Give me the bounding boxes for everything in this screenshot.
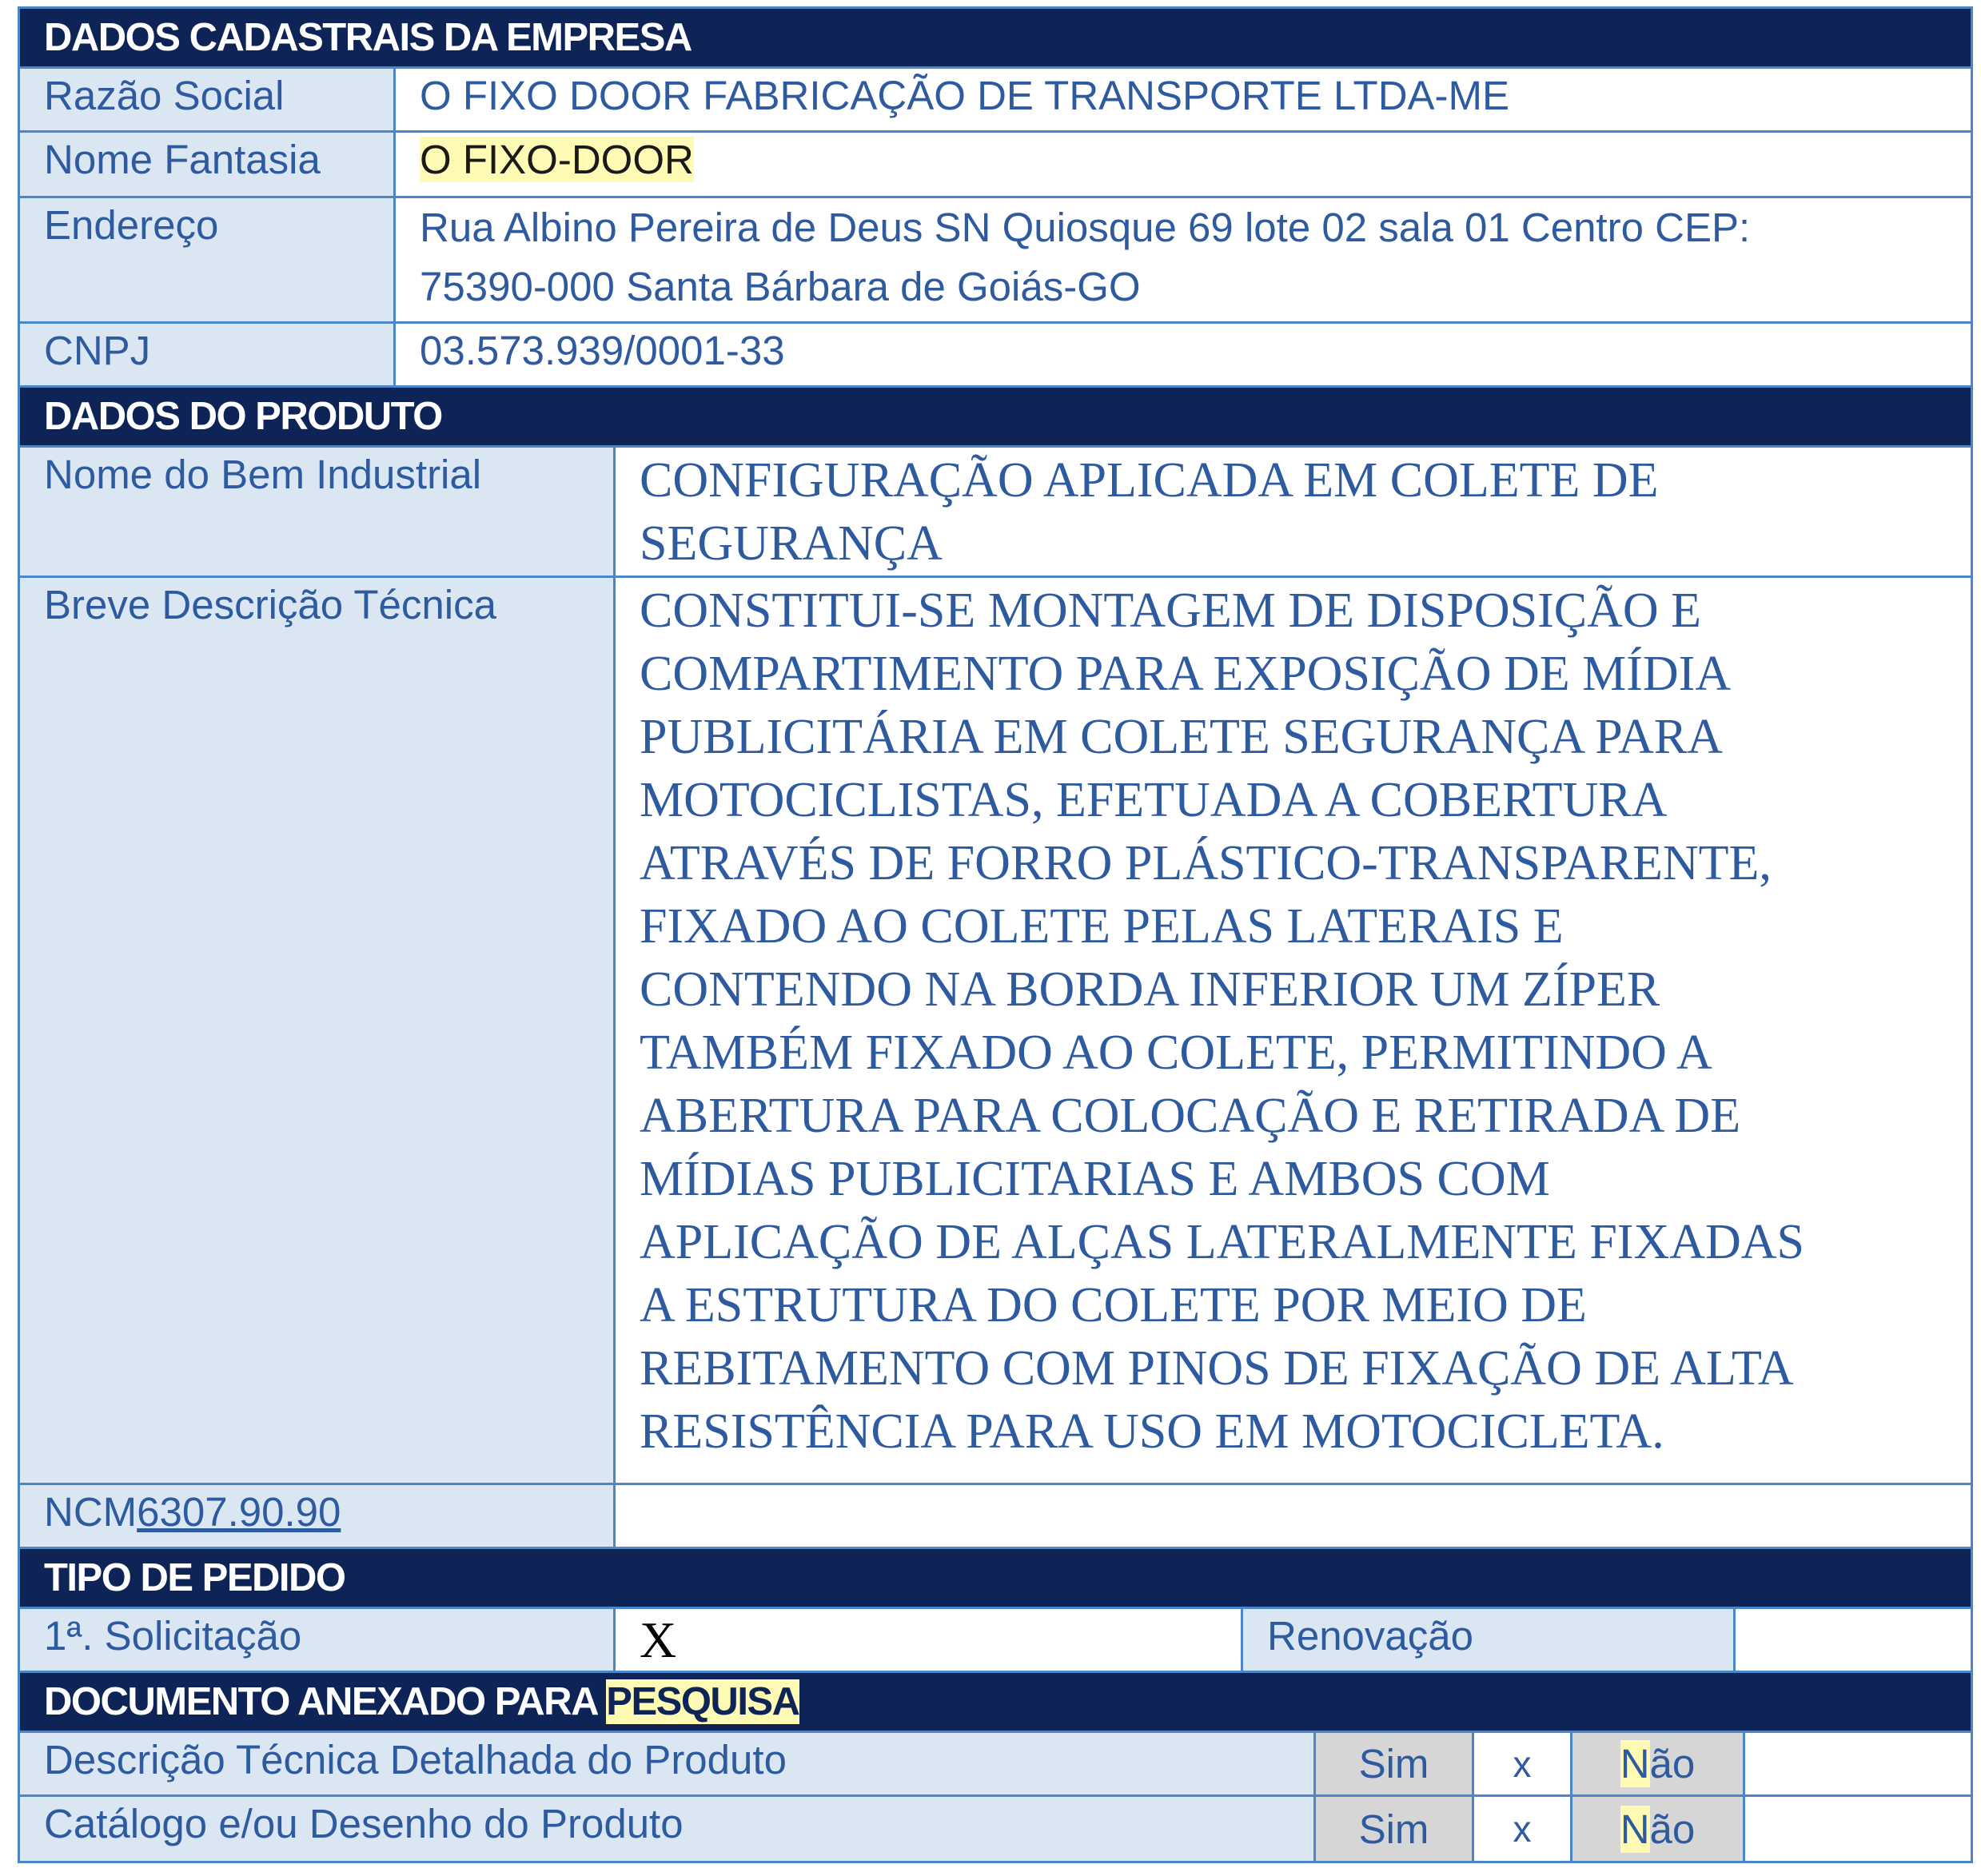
- descricao-line: MOTOCICLISTAS, EFETUADA A COBERTURA: [640, 773, 1668, 827]
- attachment-row: [20, 1733, 1971, 1797]
- row-endereco: [20, 198, 1971, 324]
- descricao-line: ABERTURA PARA COLOCAÇÃO E RETIRADA DE: [640, 1089, 1741, 1143]
- descricao-line: PUBLICITÁRIA EM COLETE SEGURANÇA PARA: [640, 710, 1723, 764]
- section-header-order: [20, 1549, 1971, 1609]
- nao-label: [1570, 1797, 1743, 1861]
- nao-rest: ão: [1649, 1741, 1696, 1786]
- attachment-row: [20, 1797, 1971, 1861]
- section-header-product: [20, 388, 1971, 448]
- nao-label: [1570, 1733, 1743, 1794]
- sim-check[interactable]: x: [1472, 1733, 1570, 1794]
- descricao-line: CONTENDO NA BORDA INFERIOR UM ZÍPER: [640, 962, 1660, 1017]
- cnpj-label: CNPJ: [20, 324, 393, 385]
- attachment-label: Descrição Técnica Detalhada do Produto: [20, 1733, 1313, 1794]
- section-title-highlight: PESQUISA: [606, 1680, 799, 1723]
- row-ncm: [20, 1485, 1971, 1549]
- descricao-line: ATRAVÉS DE FORRO PLÁSTICO-TRANSPARENTE,: [640, 836, 1772, 890]
- nao-first-letter: N: [1620, 1806, 1650, 1852]
- descricao-line: MÍDIAS PUBLICITARIAS E AMBOS COM: [640, 1152, 1550, 1206]
- nome-fantasia-label: Nome Fantasia: [20, 133, 393, 196]
- ncm-label: NCM: [44, 1489, 138, 1535]
- nao-check[interactable]: [1743, 1733, 1971, 1794]
- endereco-line: 75390-000 Santa Bárbara de Goiás-GO: [420, 264, 1141, 309]
- nao-rest: ão: [1649, 1806, 1696, 1852]
- row-nome-bem: [20, 448, 1971, 578]
- check-mark: X: [640, 1611, 677, 1668]
- section-title: DOCUMENTO ANEXADO PARA: [44, 1680, 607, 1723]
- ncm-empty-cell: [613, 1485, 1971, 1547]
- descricao-label: Breve Descrição Técnica: [20, 578, 613, 1483]
- row-nome-fantasia: [20, 133, 1971, 198]
- descricao-line: A ESTRUTURA DO COLETE POR MEIO DE: [640, 1278, 1587, 1332]
- descricao-line: CONSTITUI-SE MONTAGEM DE DISPOSIÇÃO E: [640, 584, 1702, 638]
- endereco-line: Rua Albino Pereira de Deus SN Quiosque 69 lote 02 sala 01 Centro CEP:: [420, 205, 1751, 250]
- nome-fantasia-cell: [393, 133, 1971, 196]
- nome-bem-line: CONFIGURAÇÃO APLICADA EM COLETE DE: [640, 453, 1659, 508]
- sim-label: Sim: [1313, 1733, 1472, 1794]
- renewal-label: Renovação: [1241, 1609, 1733, 1671]
- row-descricao: [20, 578, 1971, 1485]
- section-header-company: [20, 9, 1971, 69]
- row-cnpj: [20, 324, 1971, 388]
- descricao-value: [613, 578, 1971, 1483]
- nome-bem-label: Nome do Bem Industrial: [20, 448, 613, 576]
- section-header-attachments: [20, 1673, 1971, 1733]
- row-tipo-pedido: [20, 1609, 1971, 1673]
- section-title: DADOS CADASTRAIS DA EMPRESA: [44, 16, 692, 59]
- row-razao-social: [20, 69, 1971, 133]
- attachment-label: Catálogo e/ou Desenho do Produto: [20, 1797, 1313, 1861]
- endereco-label: Endereço: [20, 198, 393, 321]
- descricao-line: FIXADO AO COLETE PELAS LATERAIS E: [640, 899, 1564, 954]
- renewal-check[interactable]: [1733, 1609, 1971, 1671]
- nome-bem-value: [613, 448, 1971, 576]
- nome-bem-line: SEGURANÇA: [640, 516, 943, 571]
- ncm-value: 6307.90.90: [137, 1489, 341, 1535]
- nome-fantasia-value: O FIXO-DOOR: [420, 137, 694, 182]
- cnpj-value: 03.573.939/0001-33: [393, 324, 1971, 385]
- descricao-line: REBITAMENTO COM PINOS DE FIXAÇÃO DE ALTA: [640, 1341, 1794, 1396]
- descricao-line: TAMBÉM FIXADO AO COLETE, PERMITINDO A: [640, 1026, 1712, 1080]
- first-request-label: 1ª. Solicitação: [20, 1609, 613, 1671]
- razao-social-value: O FIXO DOOR FABRICAÇÃO DE TRANSPORTE LTDA-ME: [393, 69, 1971, 130]
- nao-first-letter: N: [1620, 1741, 1650, 1786]
- descricao-line: APLICAÇÃO DE ALÇAS LATERALMENTE FIXADAS: [640, 1215, 1805, 1269]
- nao-check[interactable]: [1743, 1797, 1971, 1861]
- sim-label: Sim: [1313, 1797, 1472, 1861]
- descricao-line: RESISTÊNCIA PARA USO EM MOTOCICLETA.: [640, 1404, 1664, 1459]
- razao-social-label: Razão Social: [20, 69, 393, 130]
- sim-check[interactable]: x: [1472, 1797, 1570, 1861]
- registration-form: [18, 6, 1973, 1863]
- section-title: DADOS DO PRODUTO: [44, 395, 442, 438]
- endereco-value: [393, 198, 1971, 321]
- ncm-label-cell: [20, 1485, 613, 1547]
- descricao-line: COMPARTIMENTO PARA EXPOSIÇÃO DE MÍDIA: [640, 647, 1732, 701]
- first-request-check[interactable]: [613, 1609, 1241, 1671]
- section-title: TIPO DE PEDIDO: [44, 1556, 345, 1599]
